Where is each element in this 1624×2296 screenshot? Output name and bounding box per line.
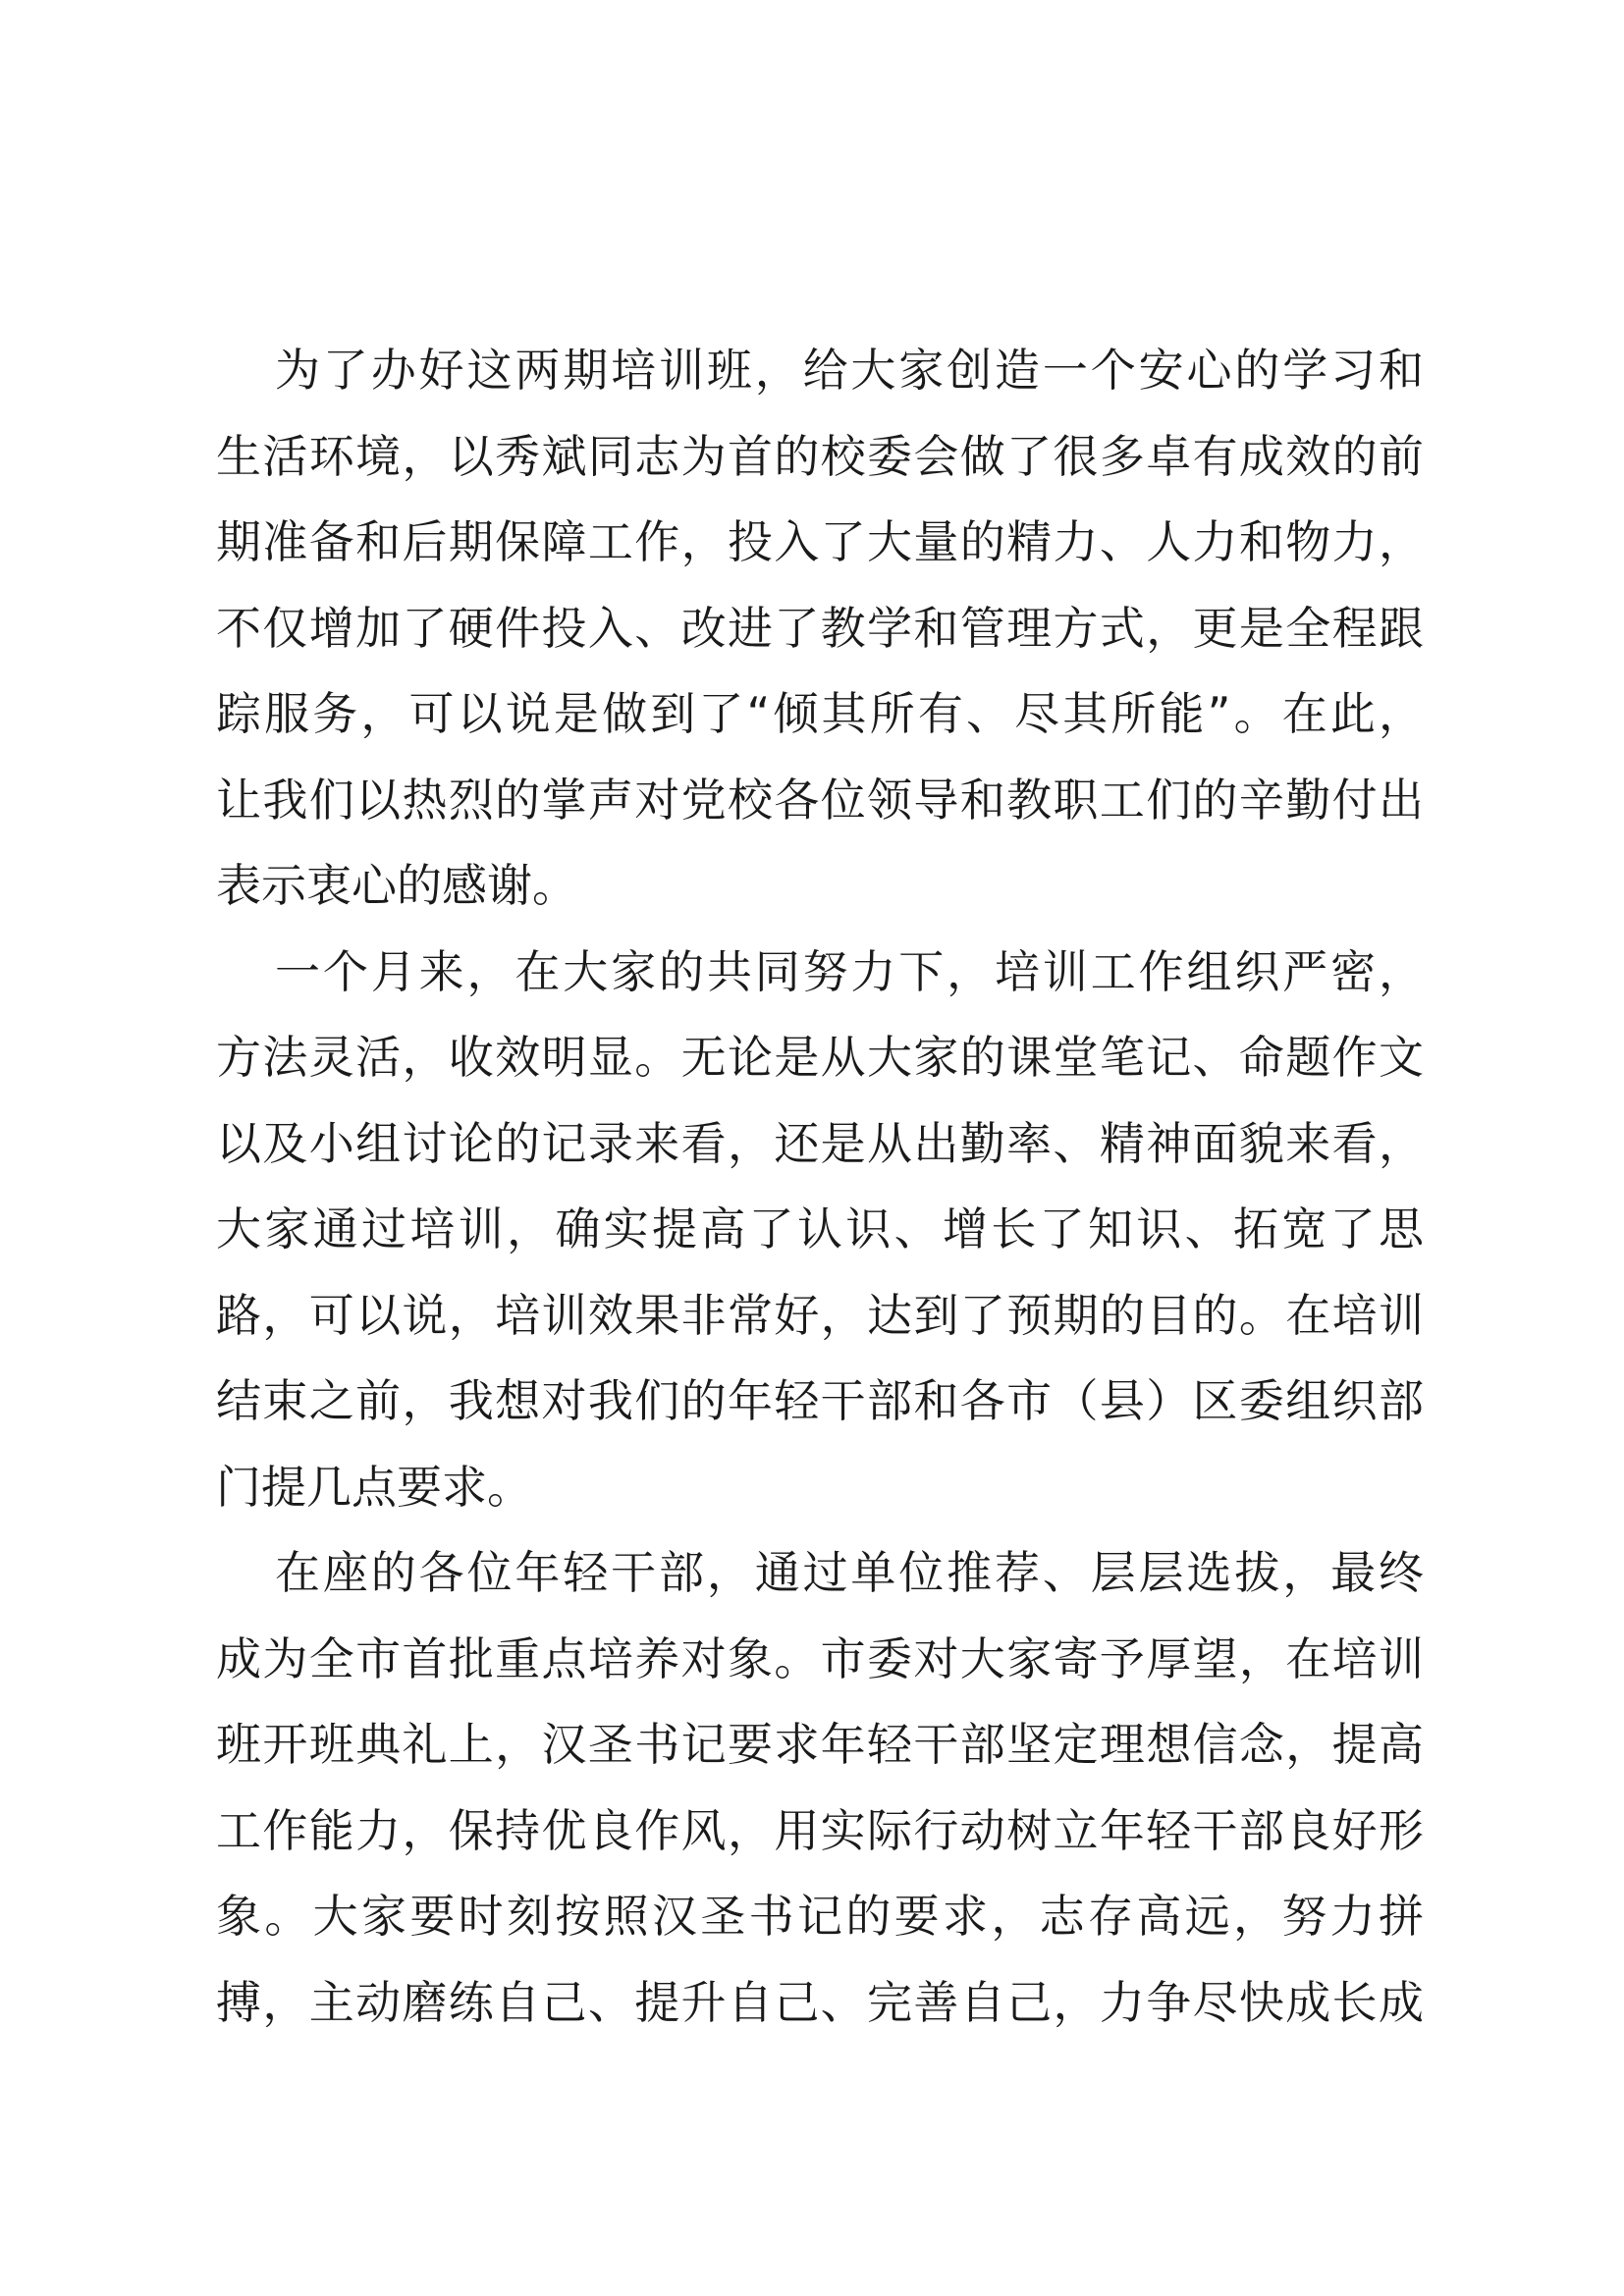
paragraph-1-line-7: 表示衷心的感谢。 <box>216 859 577 912</box>
body-text <box>216 328 1424 2046</box>
paragraph-2-line-3: 以及小组讨论的记录来看，还是从出勤率、精神面貌来看， <box>216 1116 1424 1170</box>
paragraph-1-line-3: 期准备和后期保障工作，投入了大量的精力、人力和物力， <box>216 515 1424 568</box>
paragraph-1-line-1: 为了办好这两期培训班，给大家创造一个安心的学习和 <box>275 344 1424 397</box>
paragraph-2-line-6: 结束之前，我想对我们的年轻干部和各市（县）区委组织部 <box>216 1374 1424 1427</box>
paragraph-3-line-6: 搏，主动磨练自己、提升自己、完善自己，力争尽快成长成 <box>216 1975 1424 2029</box>
paragraph-1-line-5: 踪服务，可以说是做到了“倾其所有、尽其所能”。在此， <box>216 687 1424 740</box>
paragraph-1-line-2: 生活环境，以秀斌同志为首的校委会做了很多卓有成效的前 <box>216 429 1424 483</box>
paragraph-2-line-2: 方法灵活，收效明显。无论是从大家的课堂笔记、命题作文 <box>216 1031 1424 1084</box>
paragraph-3-line-2: 成为全市首批重点培养对象。市委对大家寄予厚望，在培训 <box>216 1631 1424 1685</box>
paragraph-1-line-6: 让我们以热烈的掌声对党校各位领导和教职工们的辛勤付出 <box>216 773 1424 827</box>
paragraph-2-line-1: 一个月来，在大家的共同努力下，培训工作组织严密， <box>275 944 1424 998</box>
paragraph-3-line-3: 班开班典礼上，汉圣书记要求年轻干部坚定理想信念，提高 <box>216 1718 1424 1771</box>
paragraph-3-line-5: 象。大家要时刻按照汉圣书记的要求，志存高远，努力拼 <box>216 1890 1424 1943</box>
paragraph-3-line-1: 在座的各位年轻干部，通过单位推荐、层层选拔，最终 <box>275 1546 1424 1599</box>
paragraph-2-line-5: 路，可以说，培训效果非常好，达到了预期的目的。在培训 <box>216 1288 1424 1342</box>
paragraph-2-line-4: 大家通过培训，确实提高了认识、增长了知识、拓宽了思 <box>216 1202 1424 1255</box>
paragraph-1-line-4: 不仅增加了硬件投入、改进了教学和管理方式，更是全程跟 <box>216 601 1424 655</box>
paragraph-2-line-7: 门提几点要求。 <box>216 1460 532 1514</box>
paragraph-3-line-4: 工作能力，保持优良作风，用实际行动树立年轻干部良好形 <box>216 1803 1424 1857</box>
